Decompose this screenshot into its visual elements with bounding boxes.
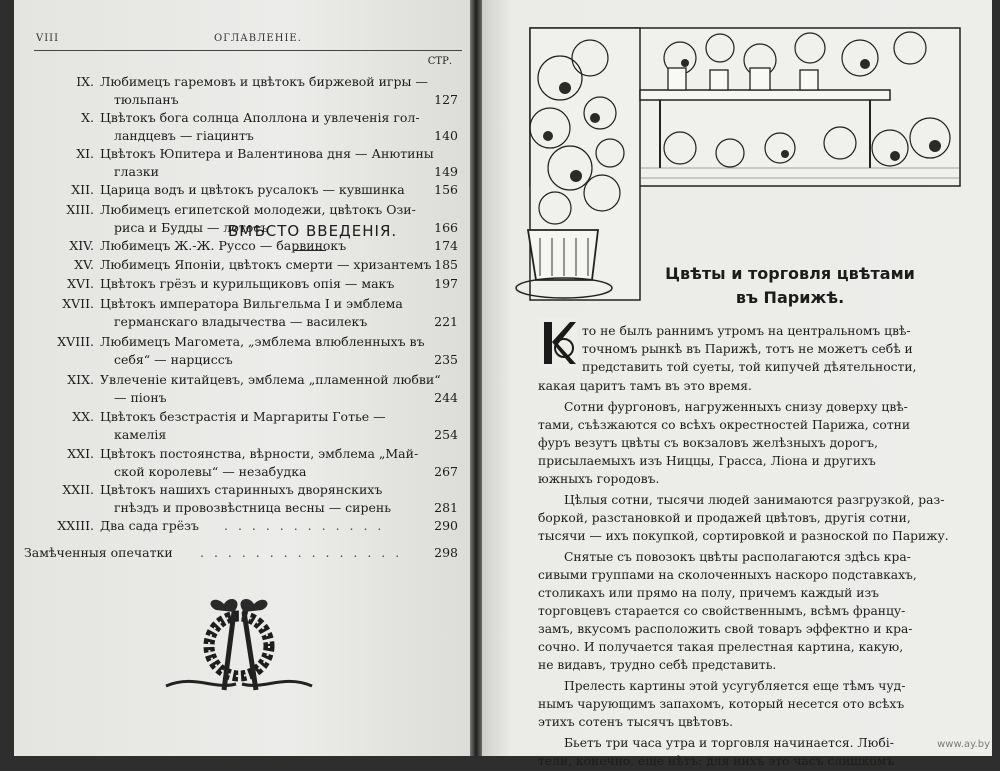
chapter-page: 185 (434, 257, 458, 272)
chapter-number: XXIII. (57, 518, 94, 533)
chapter-title-line1: Любимецъ Магомета, „эмблема влюбленныхъ въ (100, 334, 425, 349)
text-line: нымъ чарующимъ запахомъ, который несется ото всѣхъ (538, 697, 905, 711)
chapter-title-line1: Цвѣтокъ грёзъ и курильщиковъ опія — макъ (100, 276, 395, 291)
text-line: не видавъ, трудно себѣ представить. (538, 658, 777, 672)
text-line: тысячи — ихъ покупкой, сортировкой и разноской по Парижу. (538, 529, 949, 543)
toc-entry (14, 371, 470, 409)
chapter-page: 149 (434, 164, 458, 179)
toc-entry (14, 73, 470, 111)
chapter-heading (630, 262, 950, 310)
chapter-page: 140 (434, 128, 458, 143)
header-rule (34, 50, 462, 51)
text-line: торговцевъ старается со свойственнымъ, всѣмъ францу- (538, 604, 906, 618)
chapter-page: 127 (434, 92, 458, 107)
text-line: тами, съѣзжаются со всѣхъ окрестностей Парижа, сотни (538, 418, 911, 432)
chapter-page: 197 (434, 276, 458, 291)
text-line: Цѣлыя сотни, тысячи людей занимаются разгрузкой, раз- (564, 493, 945, 507)
chapter-number: XV. (74, 257, 94, 272)
chapter-page: 221 (434, 314, 458, 329)
toc-entry (14, 333, 470, 371)
page-number: VIII (36, 33, 60, 44)
wreath-ornament (164, 594, 314, 698)
chapter-title-line1: Цвѣтокъ Юпитера и Валентинова дня — Анютины (100, 146, 434, 161)
text-line: точномъ рынкѣ въ Парижѣ, тотъ не можетъ себѣ и (582, 342, 913, 356)
left-page (14, 0, 470, 756)
chapter-page: 166 (434, 220, 458, 235)
chapter-title-line1: Замѣченныя опечатки (24, 545, 173, 560)
chapter-number: XIX. (67, 372, 94, 387)
chapter-number: XIII. (66, 202, 94, 217)
chapter-page: 298 (434, 545, 458, 560)
leader-dots: . . . . . . . . . . . . . . . (200, 545, 403, 560)
chapter-number: X. (81, 110, 94, 125)
chapter-page: 244 (434, 390, 458, 405)
chapter-title-line2: камелія (114, 427, 167, 442)
chapter-number: XIV. (69, 238, 94, 253)
toc-entry (14, 445, 470, 483)
text-line: этихъ сотенъ тысячъ цвѣтовъ. (538, 715, 734, 729)
chapter-page: 267 (434, 464, 458, 479)
text-line: то не былъ раннимъ утромъ на центральномъ цвѣ- (582, 324, 911, 338)
text-line: южныхъ городовъ. (538, 472, 660, 486)
leader-dots: . . . . . . . . . . . . (224, 518, 385, 533)
subtitle-rule (294, 250, 326, 251)
toc-entry (14, 109, 470, 147)
chapter-number: XX. (72, 409, 94, 424)
chapter-title-line2: — піонъ (114, 390, 167, 405)
chapter-title-line1: Царица водъ и цвѣтокъ русалокъ — кувшинка (100, 182, 405, 197)
chapter-title-line1: Любимецъ Ж.-Ж. Руссо — барвинокъ (100, 238, 347, 253)
text-line: сивыми группами на сколоченныхъ наскоро подставкахъ, (538, 568, 917, 582)
section-subtitle: ВМѢСТО ВВЕДЕНІЯ. (228, 222, 398, 240)
chapter-title-line2: тюльпанъ (114, 92, 179, 107)
chapter-number: IX. (76, 74, 94, 89)
chapter-title-line2: гнѣздъ и провозвѣстница весны — сирень (114, 500, 392, 515)
chapter-title-line1: Любимецъ египетской молодежи, цвѣтокъ Ози- (100, 202, 416, 217)
text-line: сочно. И получается такая прелестная картина, какую, (538, 640, 904, 654)
chapter-number: XVII. (62, 296, 94, 311)
watermark: www.ay.by (937, 739, 990, 750)
book-gutter (470, 0, 482, 756)
text-line: Сотни фургоновъ, нагруженныхъ снизу доверху цвѣ- (564, 400, 908, 414)
toc-entry (14, 481, 470, 519)
chapter-title-line1: Цвѣтокъ безстрастія и Маргариты Готье — (100, 409, 386, 424)
text-line: замъ, вкусомъ расположить свой товаръ эффектно и кра- (538, 622, 913, 636)
running-title: ОГЛАВЛЕНІЕ. (214, 33, 302, 44)
chapter-page: 254 (434, 427, 458, 442)
toc-entry (14, 408, 470, 446)
chapter-title-line2: германскаго владычества — василекъ (114, 314, 368, 329)
chapter-title-line1: Два сада грёзъ (100, 518, 199, 533)
chapter-title-line2: ской королевы“ — незабудка (114, 464, 307, 479)
chapter-title-line1: Цвѣтокъ постоянства, вѣрности, эмблема „Май- (100, 446, 419, 461)
chapter-number: XVIII. (57, 334, 94, 349)
heading-line1: Цвѣты и торговля цвѣтами (665, 264, 915, 283)
drop-cap (538, 318, 578, 368)
page-column-label: СТР. (427, 56, 452, 67)
text-line: представить той суеты, той кипучей дѣятельности, (582, 360, 917, 374)
chapter-page: 174 (434, 238, 458, 253)
chapter-number: XI. (76, 146, 94, 161)
chapter-number: XXI. (67, 446, 94, 461)
text-line: фуръ везутъ цвѣты съ вокзаловъ желѣзныхъ дорогъ, (538, 436, 879, 450)
toc-entry (14, 145, 470, 183)
chapter-title-line1: Любимецъ гаремовъ и цвѣтокъ биржевой игры — (100, 74, 428, 89)
chapter-title-line1: Цвѣтокъ бога солнца Аполлона и увлеченія гол- (100, 110, 420, 125)
chapter-number: XVI. (67, 276, 94, 291)
chapter-title-line1: Цвѣтокъ нашихъ старинныхъ дворянскихъ (100, 482, 383, 497)
chapter-title-line2: ландцевъ — гіацинтъ (114, 128, 254, 143)
text-line: какая царитъ тамъ въ это время. (538, 379, 752, 393)
chapter-title-line1: Любимецъ Японіи, цвѣтокъ смерти — хризантемъ (100, 257, 432, 272)
text-line: тели, конечно, еще нѣтъ: для нихъ это часъ слишкомъ (538, 754, 895, 768)
heading-line2: въ Парижѣ. (735, 288, 845, 307)
text-line: Бьетъ три часа утра и торговля начинается. Любі- (564, 736, 894, 750)
chapter-title-line2: себя“ — нарциссъ (114, 352, 233, 367)
text-line: присылаемыхъ изъ Ниццы, Грасса, Ліона и другихъ (538, 454, 876, 468)
toc-entry (14, 295, 470, 333)
chapter-page: 281 (434, 500, 458, 515)
chapter-page: 156 (434, 182, 458, 197)
text-line: Снятые съ повозокъ цвѣты располагаются здѣсь кра- (564, 550, 911, 564)
text-line: Прелесть картины этой усугубляется еще тѣмъ чуд- (564, 679, 906, 693)
chapter-title-line2: риса и Будды — лотосъ (114, 220, 269, 235)
text-line: столикахъ или прямо на полу, причемъ каждый изъ (538, 586, 879, 600)
chapter-number: XXII. (62, 482, 94, 497)
chapter-title-line1: Увлеченіе китайцевъ, эмблема „пламенной любви“ (100, 372, 441, 387)
chapter-number: XII. (71, 182, 94, 197)
chapter-page: 235 (434, 352, 458, 367)
chapter-title-line1: Цвѣтокъ императора Вильгельма I и эмблема (100, 296, 403, 311)
text-line: боркой, разстановкой и продажей цвѣтовъ, другія сотни, (538, 511, 911, 525)
chapter-title-line2: глазки (114, 164, 159, 179)
chapter-page: 290 (434, 518, 458, 533)
